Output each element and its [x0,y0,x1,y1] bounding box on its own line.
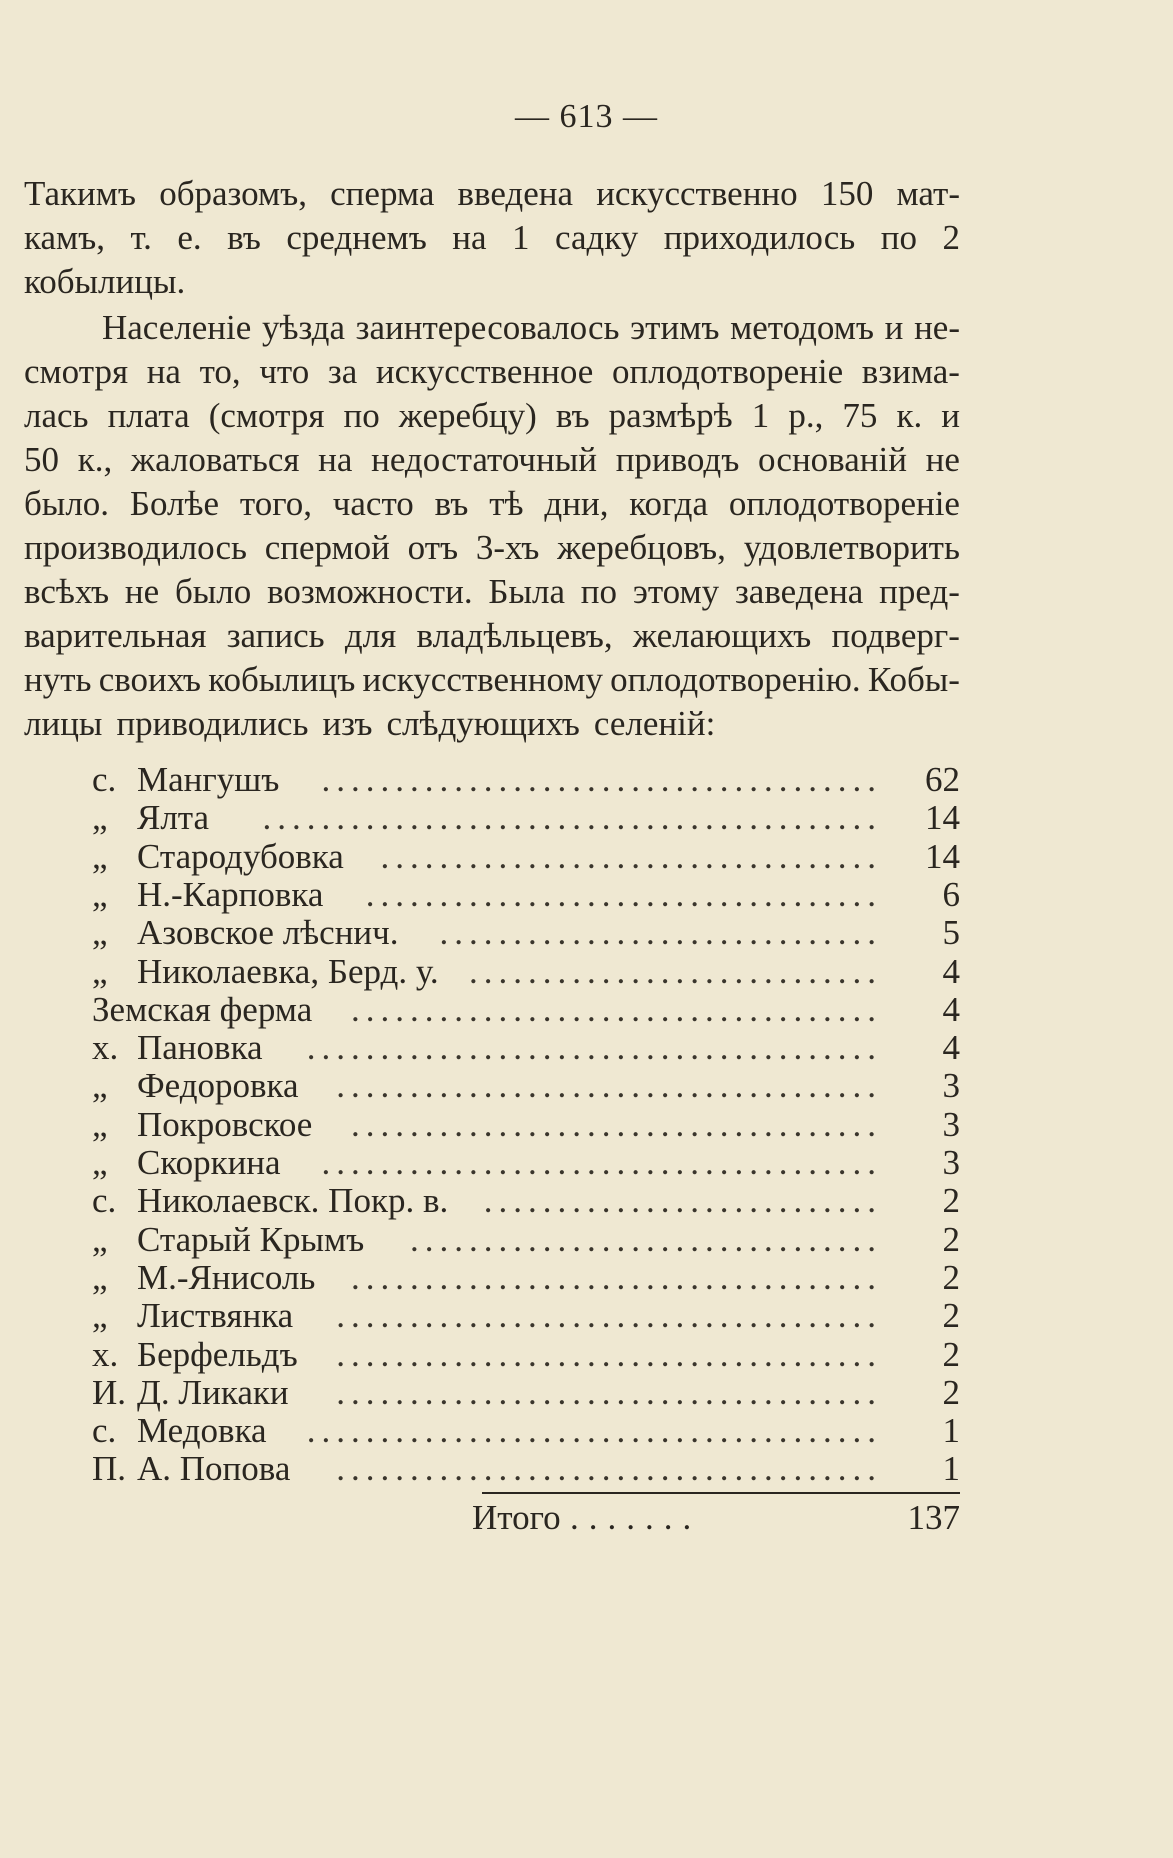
word: варительная [24,616,207,655]
settlement-type: И. [92,1372,127,1412]
settlement-name: Берфельдъ [137,1334,298,1374]
settlement-name: Листвянка [137,1296,294,1336]
mare-count: 3 [942,1066,960,1106]
settlement-name: Покровское [137,1104,313,1144]
word: садку [554,218,639,257]
settlement-name: Земская ферма [92,989,313,1029]
word: селеній: [593,704,716,743]
word: среднемъ [286,218,427,257]
settlement-name: Д. Ликаки [137,1372,289,1412]
leader-dots: .............................. [439,913,882,953]
word: е. [177,218,202,257]
settlement-type: „ [92,874,108,914]
word: въ [434,484,469,523]
word: когда [629,484,708,523]
leader-dots: ..................................... [336,1334,882,1374]
word: 50 [24,440,59,479]
settlement-name: Мангушъ [137,760,280,799]
word: 1 [512,218,530,257]
mare-count: 1 [942,1411,960,1451]
text-line [24,260,960,304]
mare-count: 14 [925,798,960,838]
settlement-name: Ялта [137,798,210,838]
word: слѣдующихъ [386,704,580,743]
word: введена [457,174,574,213]
word: кобылицъ [208,660,356,699]
settlement-type: „ [92,913,108,953]
settlement-name: Стародубовка [137,836,344,876]
word: размѣрѣ [608,396,733,435]
word: для [344,616,397,655]
word: 75 [842,396,878,435]
leader-dots: ..................................... [336,1066,882,1106]
word: к. [896,396,923,435]
mare-count: 4 [942,1028,960,1068]
word: и [884,308,904,347]
text-line [24,172,960,216]
word: Населеніе [102,308,252,347]
word: жеребцу) [398,396,537,435]
word: дни, [544,484,609,523]
text-line [24,350,960,394]
text-line [24,394,960,438]
settlement-type: с. [92,1411,117,1451]
word: удовлетворить [743,528,960,567]
settlement-name: Старый Крымъ [137,1219,365,1259]
leader-dots: ........................... [483,1181,882,1221]
word: Была [488,572,565,611]
leader-dots: ....................................... [306,1028,882,1068]
word: смотря [24,352,129,391]
settlement-type: „ [92,1257,108,1297]
settlement-name: Николаевка, Берд. у. [137,951,439,991]
word: приходилось [663,218,856,257]
word: было [174,572,252,611]
mare-count: 6 [942,874,960,914]
word: въ [227,218,261,257]
word: на [452,218,487,257]
word: не- [914,308,960,347]
word: заинтересовалось [355,308,620,347]
total-label: Итого [472,1497,561,1537]
settlement-type: П. [92,1449,127,1489]
word: желающихъ [632,616,812,655]
settlement-type: „ [92,1143,108,1182]
word: и [941,396,960,435]
text-line [24,614,960,658]
mare-count: 62 [925,760,960,799]
word: въ [555,396,590,435]
word: 150 [820,174,874,213]
word: сперма [330,174,435,213]
word: р., [788,396,824,435]
word: оплодотворенію. [610,660,861,699]
word: лась [24,396,89,435]
word: нуть [24,660,92,699]
word: плата [107,396,190,435]
word: то, [199,352,241,391]
leader-dots: .................................... [351,989,882,1029]
settlement-type: „ [92,798,108,838]
settlement-name: Федоровка [137,1066,299,1106]
mare-count: 3 [942,1143,960,1182]
total-row [92,1498,960,1543]
word: камъ, [24,218,106,257]
text-line [24,570,960,614]
word: основаній [758,440,907,479]
leader-dots: ..................................... [336,1296,882,1336]
word: лицы [24,704,103,743]
text-line [24,702,960,746]
text-line [24,658,960,702]
word: жеребцовъ, [557,528,726,567]
mare-count: 2 [942,1219,960,1259]
mare-count: 2 [942,1334,960,1374]
leader-dots: .................................... [351,1104,882,1144]
word: всѣхъ [24,572,110,611]
leader-dots: .................................. [380,836,882,876]
word: подверг- [831,616,960,655]
leader-dots: ..................................... [336,1449,882,1489]
word: уѣзда [261,308,345,347]
settlement-type: „ [92,1296,108,1336]
leader-dots: .................................... [351,1257,882,1297]
word: отъ [407,528,459,567]
settlement-name: М.-Янисоль [137,1257,316,1297]
word: этому [632,572,720,611]
leader-dots: .......................................... [262,798,882,838]
leader-dots: ................................ [410,1219,882,1259]
mare-count: 2 [942,1372,960,1412]
word: искусственное [375,352,594,391]
sum-rule [482,1492,960,1494]
text-line [24,482,960,526]
word: не [925,440,960,479]
word: владѣльцевъ, [416,616,613,655]
word: методомъ [730,308,875,347]
word: недостаточный [371,440,597,479]
word: 1 [751,396,770,435]
word: возможности. [267,572,473,611]
settlement-type: х. [92,1334,119,1374]
word: по [343,396,380,435]
word: изъ [322,704,373,743]
paragraph-1 [24,172,960,304]
word: своихъ [98,660,202,699]
word: часто [332,484,414,523]
leader-dots: ....................................... [306,1411,882,1451]
word: оплодотвореніе [611,352,844,391]
word: жаловаться [130,440,300,479]
word: 2 [942,218,960,257]
leader-dots: ...................................... [321,760,882,799]
page-number: — 613 — [515,98,658,135]
word: тѣ [489,484,524,523]
word: искусственному [362,660,603,699]
text-line [24,526,960,570]
word: запись [226,616,325,655]
word: 3-хъ [475,528,540,567]
word: взима- [861,352,960,391]
settlement-type: „ [92,1104,108,1144]
mare-count: 4 [942,951,960,991]
leader-dots: ..................................... [336,1372,882,1412]
paragraph-2 [24,306,960,746]
settlement-type: х. [92,1028,119,1068]
word: было. [24,484,110,523]
settlement-type: „ [92,1219,108,1259]
word: (смотря [208,396,325,435]
table-row [92,1449,960,1494]
mare-count: 2 [942,1296,960,1336]
settlement-type: „ [92,836,108,876]
word: образомъ, [159,174,307,213]
word: кобылицы. [24,262,186,301]
word: производилось [24,528,247,567]
word: на [318,440,353,479]
mare-count: 5 [942,913,960,953]
settlement-name: А. Попова [137,1449,291,1489]
settlement-name: Николаевск. Покр. в. [137,1181,449,1221]
word: приводились [116,704,309,743]
settlement-type: с. [92,760,117,799]
mare-count: 4 [942,989,960,1029]
word: Кобы- [867,660,960,699]
word: искусственно [596,174,798,213]
word: по [880,218,917,257]
word: пред- [879,572,960,611]
leader-dots: ...................................... [321,1143,882,1182]
settlement-type: с. [92,1181,117,1221]
word: не [124,572,160,611]
text-line [24,438,960,482]
word: за [327,352,358,391]
leader-dots: ............................ [469,951,882,991]
leader-dots: ................................... [365,874,882,914]
text-line [24,306,960,350]
mare-count: 2 [942,1257,960,1297]
mare-count: 2 [942,1181,960,1221]
word: по [580,572,618,611]
word: этимъ [630,308,720,347]
settlement-name: Пановка [137,1028,263,1068]
word: мат- [896,174,960,213]
settlement-type: „ [92,1066,108,1106]
settlement-name: Медовка [137,1411,267,1451]
word: приводъ [615,440,740,479]
word: того, [239,484,312,523]
settlement-name: Азовское лѣснич. [137,913,399,953]
settlement-name: Скоркина [137,1143,281,1182]
settlement-name: Н.-Карповка [137,874,324,914]
word: что [259,352,310,391]
leader-dots: ....... [570,1497,702,1537]
word: к., [77,440,113,479]
word: оплодотвореніе [728,484,960,523]
word: заведена [734,572,864,611]
mare-count: 3 [942,1104,960,1144]
word: Такимъ [24,174,137,213]
word: т. [130,218,152,257]
text-line [24,216,960,260]
word: спермой [264,528,390,567]
mare-count: 1 [942,1449,960,1489]
total-count: 137 [907,1497,960,1537]
word: на [146,352,181,391]
mare-count: 14 [925,836,960,876]
settlement-type: „ [92,951,108,991]
word: Болѣе [129,484,220,523]
